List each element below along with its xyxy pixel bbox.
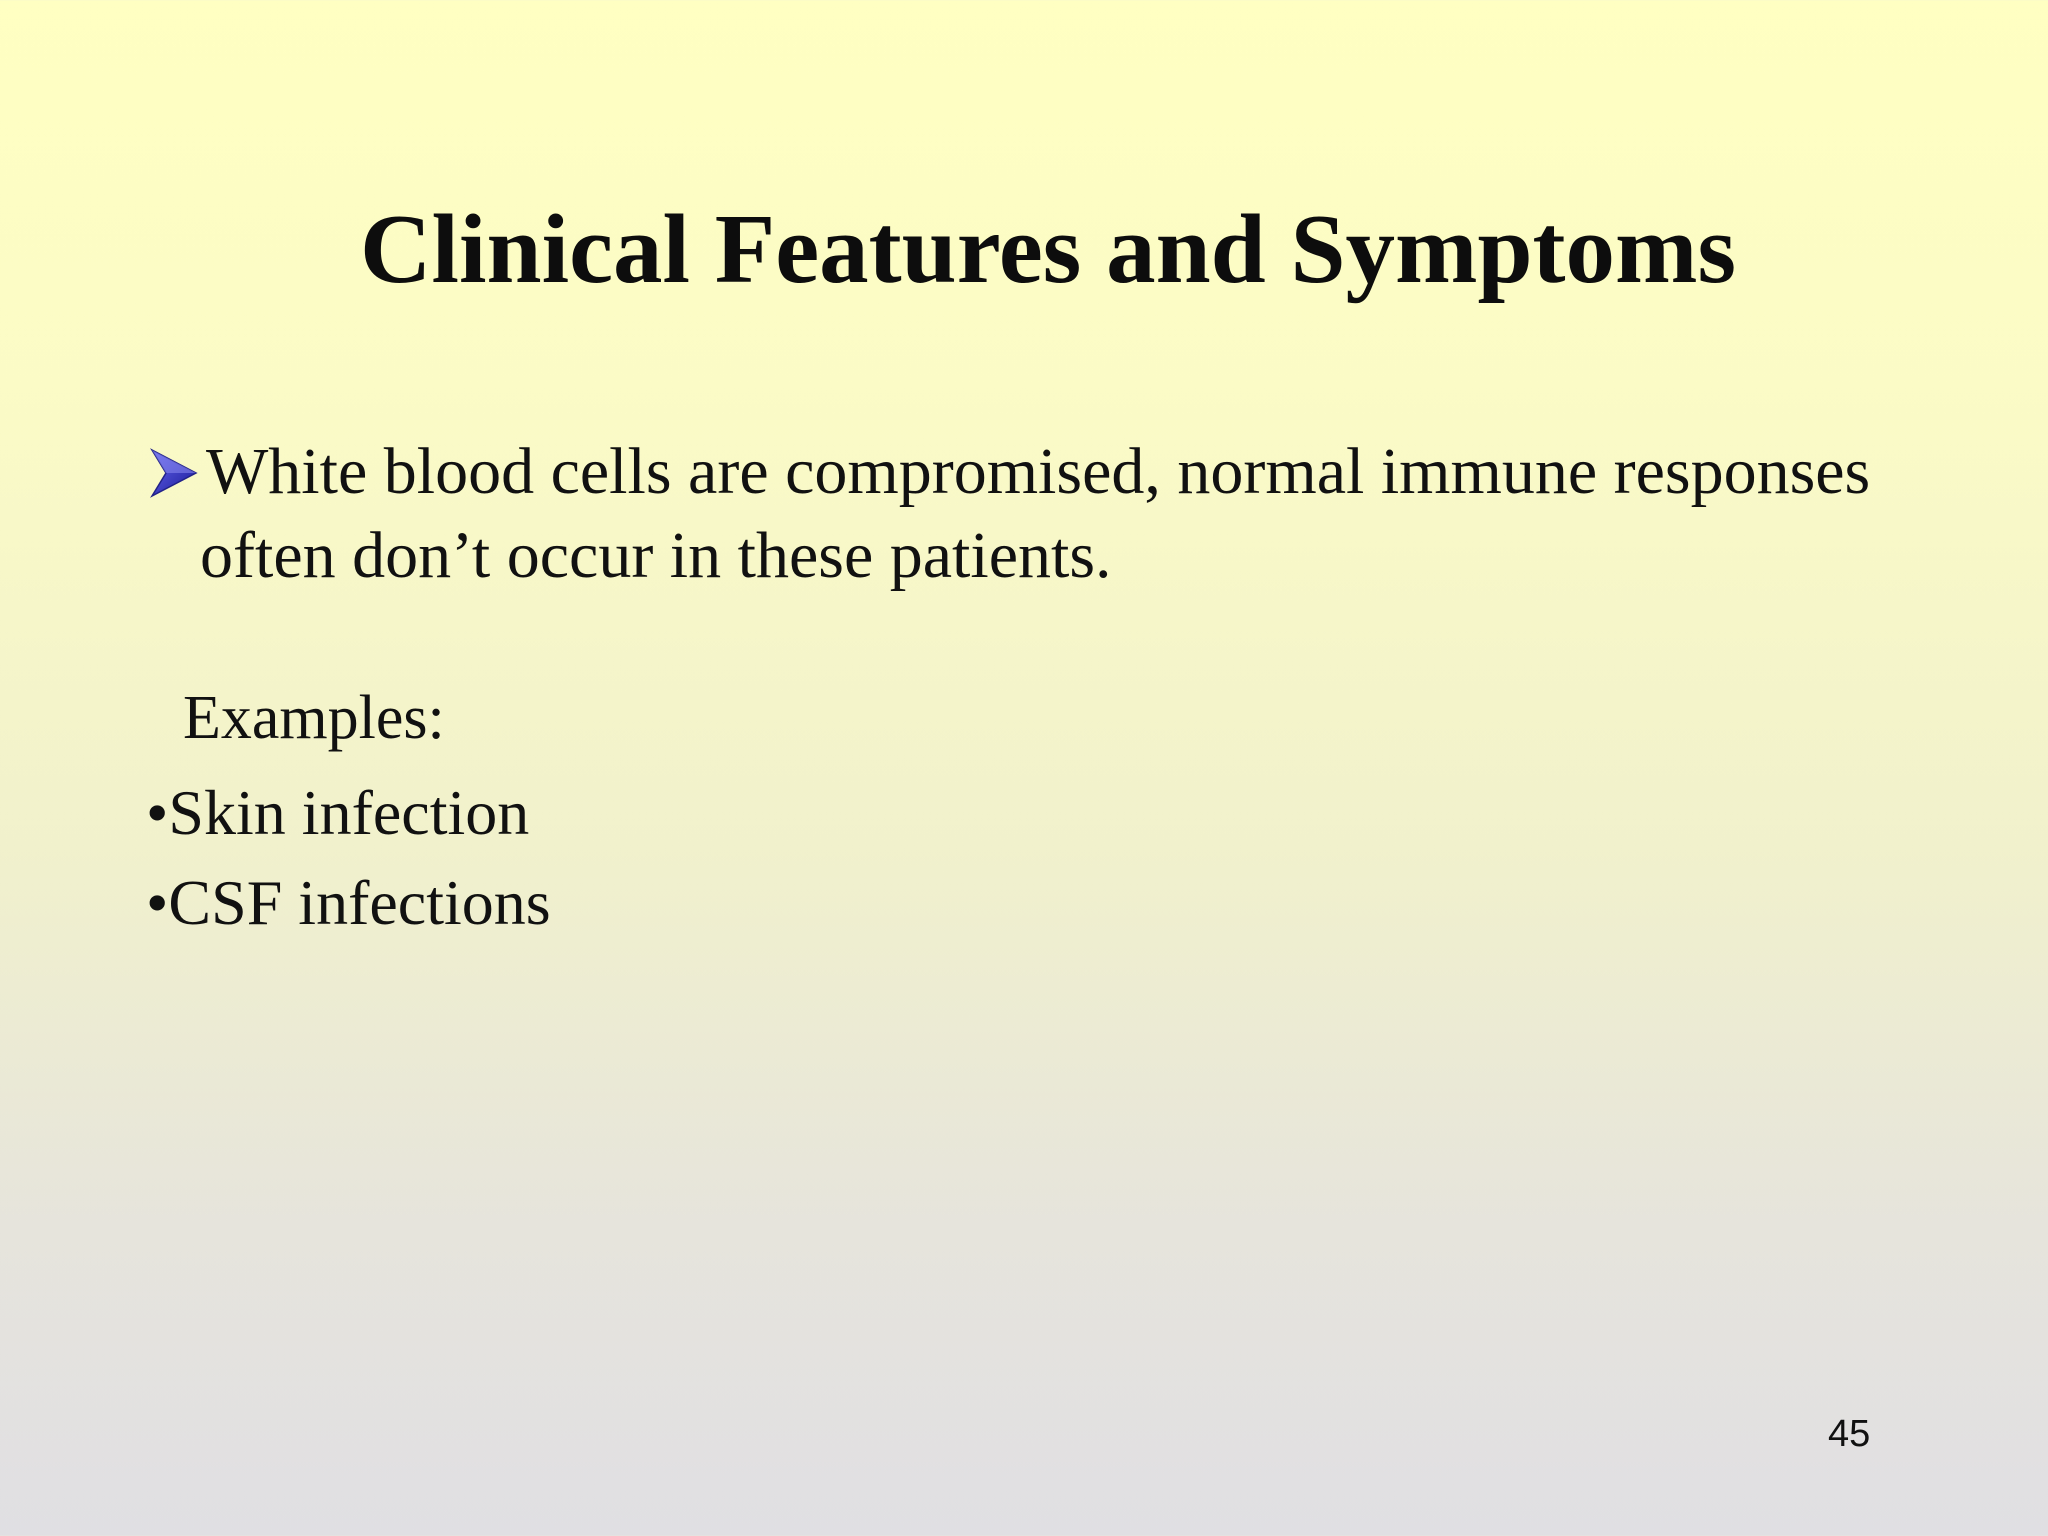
slide-title: Clinical Features and Symptoms bbox=[360, 195, 1736, 304]
main-bullet bbox=[150, 430, 1950, 598]
example-item-csf: •CSF infections bbox=[146, 867, 551, 938]
main-bullet-text bbox=[200, 430, 1950, 598]
example-item-skin: •Skin infection bbox=[146, 777, 530, 848]
page-number: 45 bbox=[1828, 1413, 1871, 1455]
examples-list bbox=[146, 768, 551, 948]
main-bullet-line1: White blood cells are compromised, normal immune responses bbox=[206, 435, 1871, 508]
main-bullet-line2: often don’t occur in these patients. bbox=[200, 519, 1112, 592]
examples-label: Examples: bbox=[183, 684, 445, 752]
arrow-bullet-icon bbox=[150, 448, 198, 498]
